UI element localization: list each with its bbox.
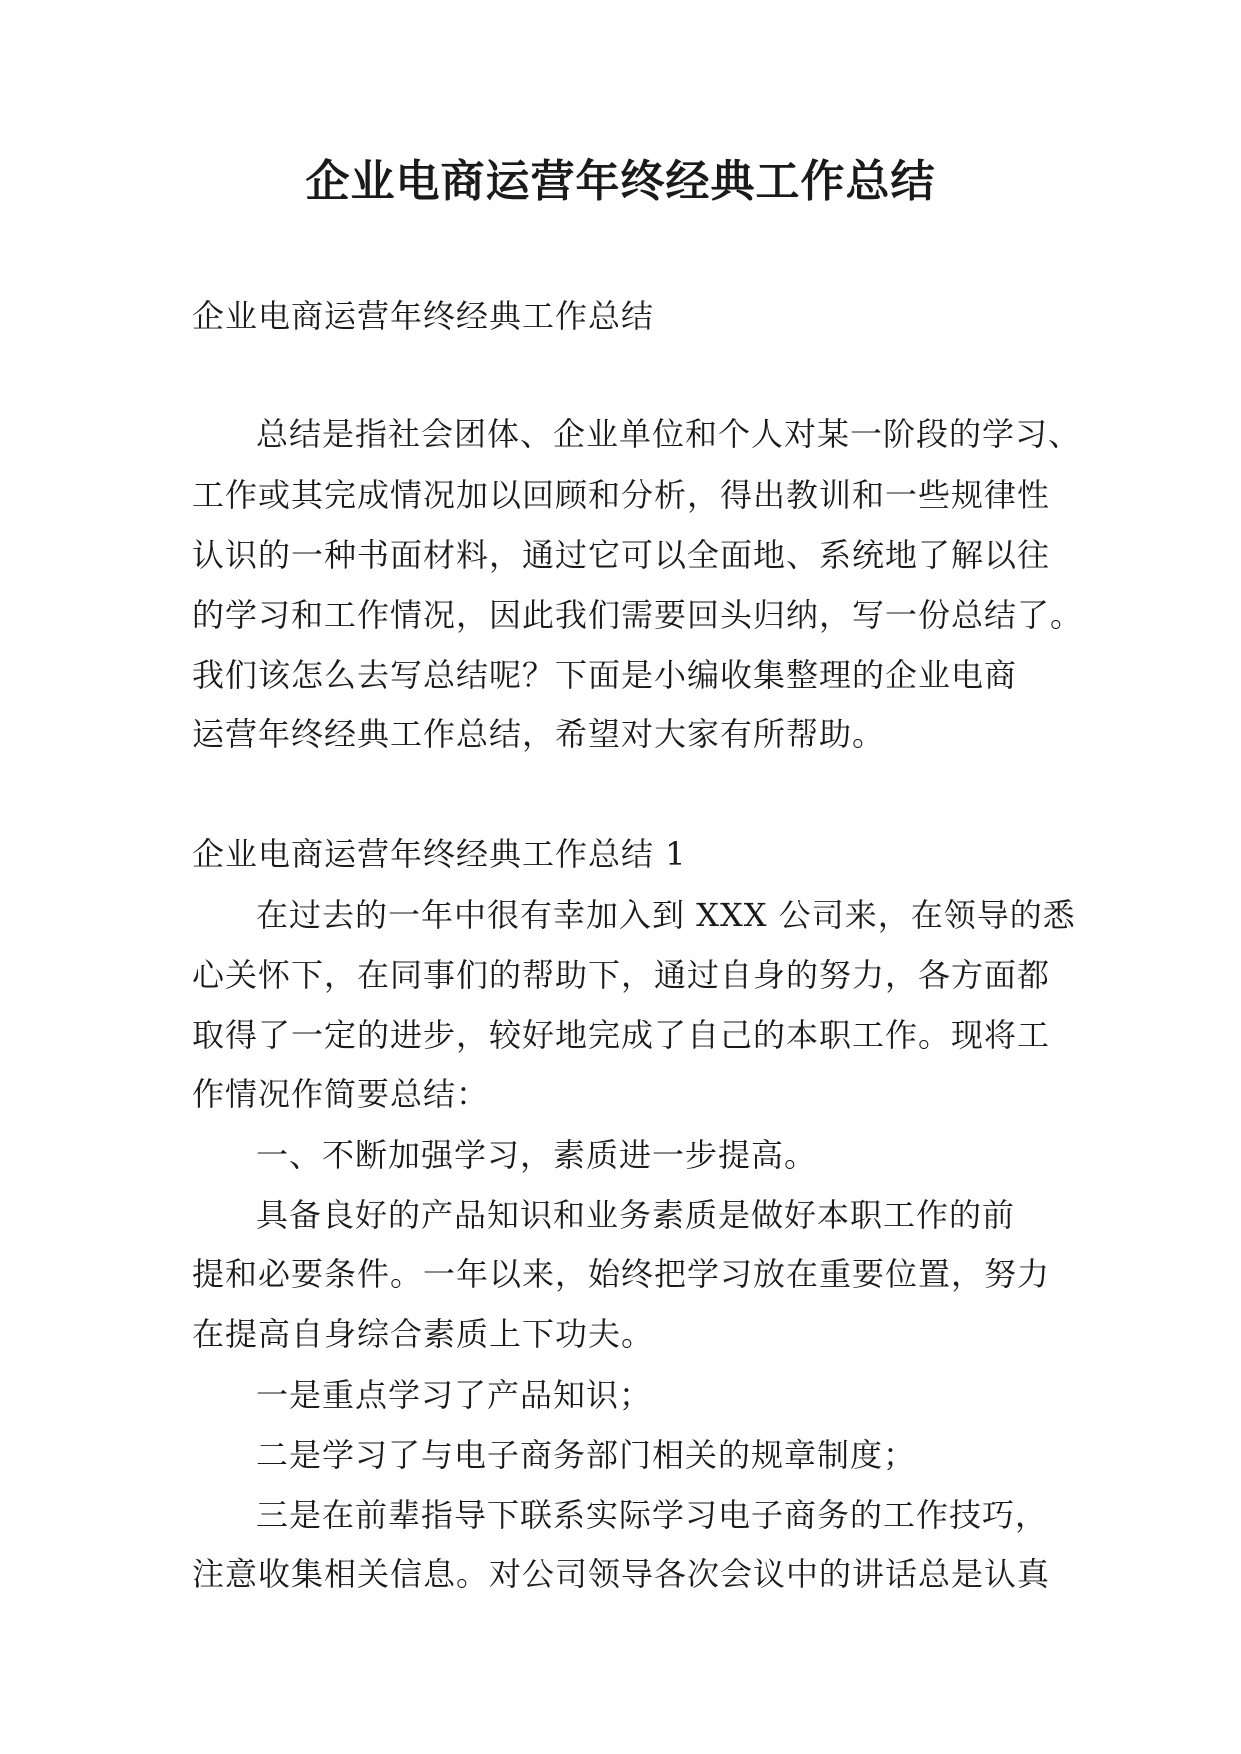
subtitle-line: 企业电商运营年终经典工作总结 [192,297,655,335]
document-title: 企业电商运营年终经典工作总结 [305,156,936,207]
intro-line: 的学习和工作情况，因此我们需要回头归纳，写一份总结了。 [192,596,1084,634]
body-line: 心关怀下，在同事们的帮助下，通过自身的努力，各方面都 [192,956,1051,994]
body-line: 作情况作简要总结： [192,1075,490,1113]
list-item: 一是重点学习了产品知识； [256,1376,653,1414]
section-heading: 企业电商运营年终经典工作总结 1 [192,835,687,873]
body-line: 注意收集相关信息。对公司领导各次会议中的讲话总是认真 [192,1555,1051,1593]
list-item: 三是在前辈指导下联系实际学习电子商务的工作技巧， [256,1496,1049,1534]
intro-line: 总结是指社会团体、企业单位和个人对某一阶段的学习、 [256,415,1082,453]
body-line: 提和必要条件。一年以来，始终把学习放在重要位置，努力 [192,1255,1051,1293]
body-line: 在过去的一年中很有幸加入到 XXX 公司来，在领导的悉 [256,896,1076,934]
intro-line: 认识的一种书面材料，通过它可以全面地、系统地了解以往 [192,536,1051,574]
body-line: 在提高自身综合素质上下功夫。 [192,1315,655,1353]
subsection-heading: 一、不断加强学习，素质进一步提高。 [256,1136,818,1174]
intro-line: 运营年终经典工作总结，希望对大家有所帮助。 [192,715,886,753]
body-line: 取得了一定的进步，较好地完成了自己的本职工作。现将工 [192,1016,1051,1054]
intro-line: 我们该怎么去写总结呢？下面是小编收集整理的企业电商 [192,656,1018,694]
list-item: 二是学习了与电子商务部门相关的规章制度； [256,1436,917,1474]
intro-line: 工作或其完成情况加以回顾和分析，得出教训和一些规律性 [192,476,1051,514]
body-line: 具备良好的产品知识和业务素质是做好本职工作的前 [256,1196,1016,1234]
